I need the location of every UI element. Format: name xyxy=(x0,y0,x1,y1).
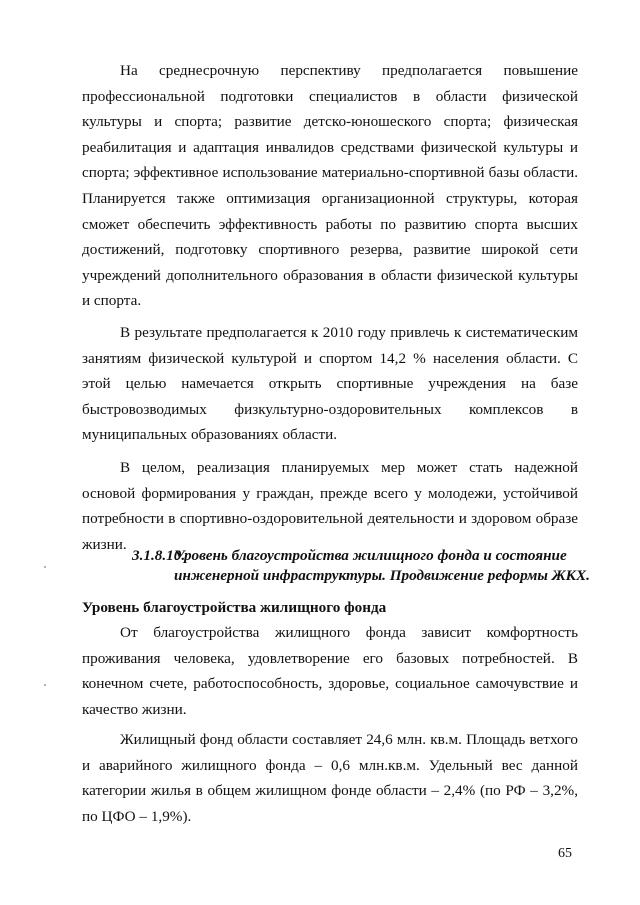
section-title-line1: Уровень благоустройства жилищного фонда и состояние xyxy=(174,547,567,564)
paragraph-housing-comfort: От благоустройства жилищного фонда зависит комфортность проживания человека, удовлетворение его базовых потребностей. В конечном счете, работоспособность, здоровье, социальное самочувствие и качество жизни. xyxy=(82,624,578,718)
scan-speck xyxy=(44,566,46,568)
subheading-housing: Уровень благоустройства жилищного фонда xyxy=(82,599,387,616)
section-number: 3.1.8.10. xyxy=(132,547,186,564)
section-heading xyxy=(82,546,590,586)
paragraph-results-2010: В результате предполагается к 2010 году привлечь к систематическим занятиям физической культурой и спортом 14,2 % населения области. С этой целью намечается открыть спортивные учреждения на базе быстровозводимых физкультурно-оздоровительных комплексов в муниципальных образованиях области. xyxy=(82,324,578,444)
paragraph-housing-stats: Жилищный фонд области составляет 24,6 млн. кв.м. Площадь ветхого и аварийного жилищного фонда – 0,6 млн.кв.м. Удельный вес данной категории жилья в общем жилищном фонде области – 2,4% (по РФ – 3,2%, по ЦФО – 1,9%). xyxy=(82,731,578,825)
section-title-line2: инженерной инфраструктуры. Продвижение реформы ЖКХ. xyxy=(174,567,590,584)
paragraph-conclusion: В целом, реализация планируемых мер может стать надежной основой формирования у граждан, прежде всего у молодежи, устойчивой потребности в спортивно-оздоровительной деятельности и здоровом образе жизни. xyxy=(82,459,578,553)
scan-speck xyxy=(44,684,46,686)
paragraph-sport-perspective: На среднесрочную перспективу предполагается повышение профессиональной подготовки специалистов в области физической культуры и спорта; развитие детско-юношеского спорта; физическая реабилитация и адаптация инвалидов средствами физической культуры и спорта; эффективное использование материально-спортивной базы области. Планируется также оптимизация организационной структуры, которая сможет обеспечить эффективность работы по развитию спорта высших достижений, подготовку спортивного резерва, развитие широкой сети учреждений дополнительного образования в области физической культуры и спорта. xyxy=(82,62,578,310)
page-number: 65 xyxy=(558,846,572,861)
